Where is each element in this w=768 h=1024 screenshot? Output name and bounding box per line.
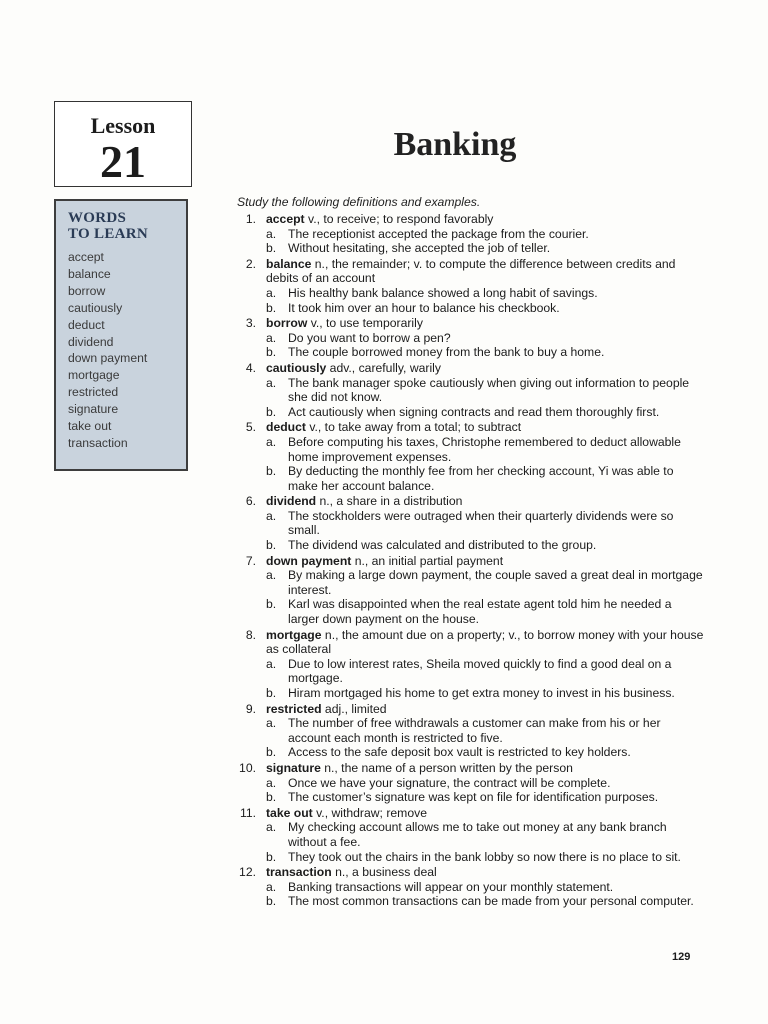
- example-text: The most common transactions can be made from your personal computer.: [288, 894, 694, 909]
- entry-term: accept: [266, 212, 305, 226]
- example-letter: a.: [266, 375, 277, 390]
- example-sentence: [266, 345, 704, 360]
- example-sentence: [266, 850, 704, 865]
- entry-definition: n., a share in a distribution: [316, 494, 463, 509]
- example-letter: a.: [266, 775, 277, 790]
- entry-term: deduct: [266, 420, 306, 435]
- word-item: down payment: [68, 351, 148, 366]
- example-letter: a.: [266, 434, 277, 449]
- word-item: mortgage: [68, 368, 120, 383]
- words-title-line2: TO LEARN: [68, 226, 149, 242]
- example-sentence: [266, 435, 704, 464]
- example-letter: a.: [266, 820, 277, 835]
- example-letter: b.: [266, 300, 277, 315]
- example-text: The receptionist accepted the package from the courier.: [288, 226, 589, 241]
- example-text: Banking transactions will appear on your monthly statement.: [288, 879, 614, 894]
- example-sentence: [266, 301, 704, 316]
- example-sentence: [266, 745, 704, 760]
- definition-entry: [226, 494, 704, 552]
- example-text: By making a large down payment, the couple saved a great deal in mortgage interest.: [288, 568, 703, 597]
- entry-definition: v., withdraw; remove: [312, 805, 427, 820]
- example-sentence: [266, 820, 704, 849]
- entry-number: 2.: [245, 256, 256, 271]
- example-sentence: [266, 880, 704, 895]
- example-sentence: [266, 894, 704, 909]
- page-number: 129: [672, 951, 691, 963]
- example-letter: b.: [266, 745, 277, 760]
- entry-definition: adj., limited: [321, 701, 387, 716]
- entry-term: balance: [266, 256, 312, 271]
- example-letter: a.: [266, 879, 277, 894]
- definition-entry: [226, 212, 704, 256]
- example-letter: b.: [266, 597, 277, 612]
- entry-term: restricted: [266, 701, 322, 716]
- entry-definition: v., to receive; to respond favorably: [304, 212, 494, 226]
- intro-text: Study the following definitions and examples.: [237, 195, 481, 209]
- words-title-line1: WORDS: [68, 210, 127, 226]
- example-sentence: [266, 776, 704, 791]
- entry-definition: adv., carefully, warily: [326, 360, 441, 375]
- definition-entry: [226, 702, 704, 760]
- example-sentence: [266, 568, 704, 597]
- example-sentence: [266, 286, 704, 301]
- example-text: The number of free withdrawals a customer can make from his or her account each month is restricted to five.: [288, 716, 661, 745]
- example-text: His healthy bank balance showed a long habit of savings.: [288, 285, 598, 300]
- entry-number: 5.: [245, 420, 256, 435]
- entry-definition: n., an initial partial payment: [351, 553, 504, 568]
- example-text: Karl was disappointed when the real estate agent told him he needed a larger down payment on the house.: [288, 597, 672, 627]
- definition-entry: [226, 554, 704, 627]
- definition-entry: [226, 361, 704, 419]
- example-sentence: [266, 241, 704, 256]
- example-text: Before computing his taxes, Christophe remembered to deduct allowable home improvement expenses.: [288, 434, 681, 464]
- entry-number: 6.: [245, 494, 256, 509]
- entry-number: 4.: [245, 360, 256, 375]
- entry-term: signature: [266, 760, 321, 775]
- page-title: Banking: [393, 126, 517, 163]
- example-text: The bank manager spoke cautiously when giving out information to people she did not know.: [288, 375, 690, 405]
- definition-entry: [226, 761, 704, 805]
- example-letter: a.: [266, 285, 277, 300]
- definitions-list: [226, 212, 704, 910]
- entry-definition: v., to take away from a total; to subtract: [305, 420, 522, 435]
- entry-number: 10.: [239, 760, 256, 775]
- example-sentence: [266, 716, 704, 745]
- example-letter: b.: [266, 894, 277, 909]
- example-letter: a.: [266, 656, 277, 671]
- entry-term: take out: [266, 805, 313, 820]
- example-text: The couple borrowed money from the bank to buy a home.: [288, 345, 605, 360]
- entry-definition: n., the amount due on a property; v., to borrow money with your house as collateral: [266, 627, 704, 657]
- example-sentence: [266, 405, 704, 420]
- example-text: Do you want to borrow a pen?: [288, 330, 451, 345]
- entry-term: mortgage: [266, 627, 322, 642]
- word-item: take out: [68, 419, 112, 434]
- definition-entry: [226, 420, 704, 493]
- example-letter: b.: [266, 345, 277, 360]
- word-item: dividend: [68, 334, 114, 349]
- entry-term: transaction: [266, 865, 332, 880]
- example-text: My checking account allows me to take out money at any bank branch without a fee.: [288, 820, 667, 849]
- example-text: Due to low interest rates, Sheila moved quickly to find a good deal on a mortgage.: [288, 656, 672, 686]
- word-item: accept: [68, 250, 104, 264]
- word-item: borrow: [68, 283, 106, 298]
- lesson-label: Lesson: [90, 113, 156, 138]
- example-letter: b.: [266, 404, 277, 419]
- example-letter: b.: [266, 849, 277, 864]
- example-text: Once we have your signature, the contract will be complete.: [288, 775, 611, 790]
- word-item: transaction: [68, 435, 128, 450]
- definition-entry: [226, 257, 704, 315]
- example-text: Access to the safe deposit box vault is restricted to key holders.: [288, 745, 631, 760]
- example-sentence: [266, 597, 704, 626]
- definition-entry: [226, 865, 704, 909]
- entry-term: down payment: [266, 553, 352, 568]
- example-sentence: [266, 790, 704, 805]
- example-letter: b.: [266, 790, 277, 805]
- example-sentence: [266, 657, 704, 686]
- example-sentence: [266, 538, 704, 553]
- example-letter: a.: [266, 716, 277, 731]
- example-letter: b.: [266, 464, 277, 479]
- definition-entry: [226, 316, 704, 360]
- word-item: signature: [68, 402, 119, 417]
- example-text: By deducting the monthly fee from her checking account, Yi was able to make her account balance.: [288, 464, 674, 493]
- words-list: [68, 249, 186, 452]
- word-item: restricted: [68, 385, 119, 400]
- example-letter: a.: [266, 330, 277, 345]
- lesson-number: 21: [100, 136, 146, 187]
- example-sentence: [266, 331, 704, 346]
- example-text: It took him over an hour to balance his checkbook.: [288, 300, 560, 315]
- example-sentence: [266, 464, 704, 493]
- entry-number: 12.: [239, 865, 256, 880]
- words-to-learn-box: [54, 199, 188, 471]
- entry-number: 11.: [239, 805, 256, 820]
- word-item: deduct: [68, 317, 105, 332]
- entry-definition: n., the name of a person written by the person: [320, 760, 573, 775]
- example-letter: b.: [266, 241, 277, 256]
- definition-entry: [226, 628, 704, 701]
- example-sentence: [266, 376, 704, 405]
- example-letter: b.: [266, 686, 277, 700]
- example-text: Act cautiously when signing contracts and read them thoroughly first.: [288, 404, 660, 419]
- entry-number: 9.: [245, 701, 256, 716]
- words-to-learn-title: [68, 210, 186, 242]
- word-item: balance: [68, 266, 111, 281]
- entry-definition: n., a business deal: [331, 865, 437, 880]
- example-text: The dividend was calculated and distributed to the group.: [288, 538, 597, 553]
- entry-number: 8.: [245, 627, 256, 642]
- example-text: The stockholders were outraged when their quarterly dividends were so small.: [288, 508, 674, 538]
- word-item: cautiously: [68, 300, 123, 315]
- example-letter: a.: [266, 226, 277, 241]
- example-text: They took out the chairs in the bank lobby so now there is no place to sit.: [288, 849, 681, 864]
- example-letter: a.: [266, 508, 277, 523]
- example-letter: a.: [266, 568, 277, 583]
- entry-definition: n., the remainder; v. to compute the difference between credits and debits of an account: [266, 256, 676, 286]
- example-sentence: [266, 686, 704, 701]
- entry-number: 1.: [245, 212, 256, 226]
- entry-term: dividend: [266, 494, 317, 509]
- example-text: The customer’s signature was kept on file for identification purposes.: [288, 790, 659, 805]
- example-text: Hiram mortgaged his home to get extra money to invest in his business.: [288, 686, 675, 700]
- entry-term: borrow: [266, 316, 308, 331]
- example-sentence: [266, 227, 704, 242]
- example-text: Without hesitating, she accepted the job of teller.: [288, 241, 551, 256]
- entry-number: 7.: [245, 553, 256, 568]
- entry-definition: v., to use temporarily: [307, 316, 423, 331]
- entry-number: 3.: [245, 316, 256, 331]
- example-letter: b.: [266, 538, 277, 553]
- entry-term: cautiously: [266, 360, 327, 375]
- lesson-box: [54, 101, 192, 187]
- definition-entry: [226, 806, 704, 864]
- example-sentence: [266, 509, 704, 538]
